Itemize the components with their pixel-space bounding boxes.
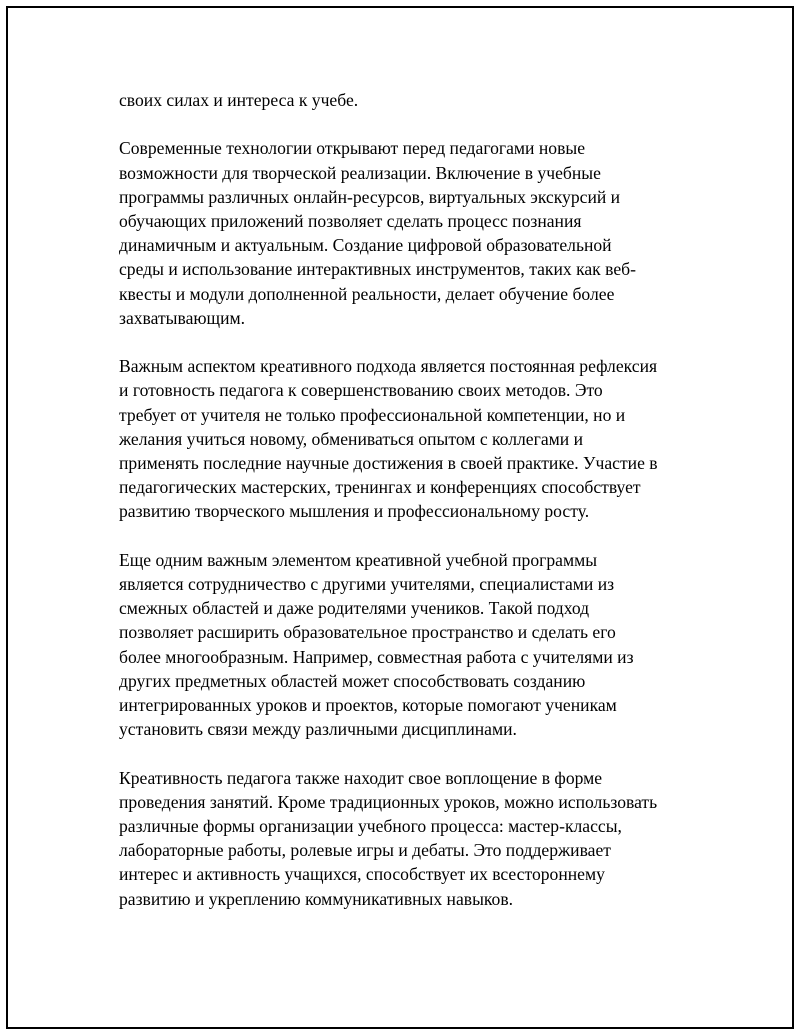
text-line: интегрированных уроков и проектов, которые помогают ученикам [119,695,617,716]
paragraph-4 [119,548,691,742]
text-line: развитию творческого мышления и профессиональному росту. [119,501,590,522]
text-line: развитию и укреплению коммуникативных навыков. [119,888,514,909]
text-line: позволяет расширить образовательное пространство и сделать его [119,622,616,643]
text-line: обучающих приложений позволяет сделать процесс познания [119,211,582,231]
text-line: и готовность педагога к совершенствованию своих методов. Это [119,380,603,401]
text-line: требует от учителя не только профессиональной компетенции, но и [119,404,626,425]
text-line: педагогических мастерских, тренингах и конференциях способствует [119,477,641,498]
text-line: лабораторные работы, ролевые игры и дебаты. Это поддерживает [119,840,611,861]
paragraph-1 [119,88,691,112]
paragraph-3 [119,354,691,523]
text-line: Креативность педагога также находит свое воплощение в форме [119,767,603,788]
text-line: своих силах и интереса к учебе. [119,90,359,110]
text-line: более многообразным. Например, совместная работа с учителями из [119,646,634,667]
text-line: других предметных областей может способствовать созданию [119,670,586,691]
text-line: различные формы организации учебного процесса: мастер-классы, [119,816,622,837]
text-line: установить связи между различными дисциплинами. [119,719,517,740]
text-line: применять последние научные достижения в своей практике. Участие в [119,453,658,474]
text-line: возможности для творческой реализации. Включение в учебные [119,162,601,183]
text-line: программы различных онлайн-ресурсов, виртуальных экскурсий и [119,186,621,207]
text-line: проведения занятий. Кроме традиционных уроков, можно использовать [119,791,658,812]
text-line: желания учиться новому, обмениваться опытом с коллегами и [119,428,583,449]
document-body [119,88,691,935]
text-line: Современные технологии открывают перед педагогами новые [119,138,586,159]
text-line: интерес и активность учащихся, способствует их всестороннему [119,864,605,885]
text-line: квесты и модули дополненной реальности, делает обучение более [119,283,615,304]
paragraph-2 [119,136,691,330]
paragraph-5 [119,766,691,911]
text-line: динамичным и актуальным. Создание цифровой образовательной [119,235,612,256]
text-line: Важным аспектом креативного подхода является постоянная рефлексия [119,356,658,377]
text-line: смежных областей и даже родителями учеников. Такой подход [119,598,590,619]
text-line: среды и использование интерактивных инструментов, таких как веб- [119,259,636,280]
text-line: Еще одним важным элементом креативной учебной программы [119,549,598,570]
text-line: является сотрудничество с другими учителями, специалистами из [119,574,615,595]
text-line: захватывающим. [119,307,246,328]
